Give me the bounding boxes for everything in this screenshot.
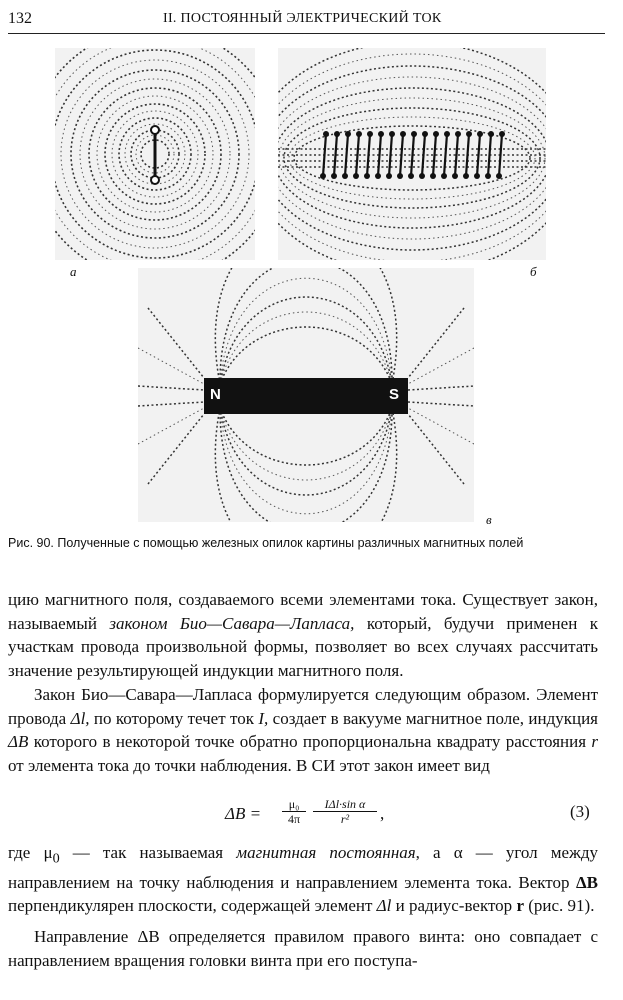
page-header	[8, 8, 605, 32]
paragraph-3	[8, 841, 598, 918]
text-run: ΔB	[576, 872, 598, 892]
text-run: r	[591, 732, 598, 751]
paragraph-2	[8, 683, 598, 777]
iron-filings-solenoid	[278, 48, 546, 260]
formula-lhs: ΔB =	[225, 804, 262, 823]
figure-panel-a	[55, 48, 255, 260]
panel-label-b: б	[530, 264, 537, 279]
text-run: создает в вакууме магнитное поле, индукция	[268, 708, 599, 728]
figure-panel-b	[278, 48, 546, 260]
text-run: по которому течет ток	[89, 708, 259, 728]
equation-number: (3)	[570, 802, 590, 821]
text-run: Направление ΔB определяется правилом правого винта: оно совпадает с направлением вращения головки винта при его поступа-	[8, 927, 598, 970]
formula-frac1-denominator: 4π	[287, 812, 301, 826]
text-run: , а α — угол между направлением на точку наблюдения и направлением элемента тока. Вектор	[8, 843, 598, 892]
figure-caption: Рис. 90. Полученные с помощью железных опилок картины различных магнитных полей	[8, 536, 524, 550]
formula-frac1-numerator: μ₀	[288, 797, 300, 811]
text-run: перпендикулярен плоскости, содержащей элемент	[8, 896, 377, 916]
paragraph-4-text	[8, 925, 598, 972]
text-run: который, будучи применен к участкам провода произвольной формы, позволяет во всех случаях рассчитать значение результирующей индукции магнитного поля.	[8, 613, 598, 680]
formula-fraction-constant	[282, 797, 306, 826]
magnet-south-label: S	[389, 386, 400, 403]
text-run: которого в некоторой точке обратно пропорциональна квадрату расстояния	[28, 732, 592, 751]
paragraph-1	[8, 588, 598, 682]
iron-filings-bar-magnet	[138, 268, 474, 522]
header-rule	[8, 33, 605, 34]
text-run: ΔB	[8, 732, 29, 751]
text-run: где μ	[8, 843, 53, 862]
text-run: магнитная постоянная	[236, 843, 416, 862]
paragraph-2-text	[8, 683, 598, 777]
paragraph-4	[8, 925, 598, 972]
text-run: законом Био—Савара—Лапласа,	[109, 613, 355, 633]
magnet-north-label: N	[210, 386, 221, 403]
text-run: 0	[52, 850, 60, 867]
formula-frac2-denominator: r²	[340, 812, 350, 826]
panel-label-a: а	[70, 264, 77, 279]
text-run: Δl	[376, 896, 392, 916]
text-run: Закон Био—Савара—Лапласа формулируется следующим образом. Элемент провода	[8, 685, 598, 728]
text-run: (рис. 91).	[523, 896, 595, 916]
running-title: II. ПОСТОЯННЫЙ ЭЛЕКТРИЧЕСКИЙ ТОК	[163, 11, 442, 26]
formula-tail: ,	[380, 804, 385, 823]
page-number: 132	[8, 10, 32, 27]
iron-filings-straight-wire	[55, 48, 255, 260]
text-run: I,	[258, 708, 269, 728]
text-run: от элемента тока до точки наблюдения. В СИ этот закон имеет вид	[8, 755, 490, 775]
text-run: — так называемая	[59, 843, 237, 862]
paragraph-1-text	[8, 588, 598, 682]
paragraph-3-text	[8, 841, 598, 918]
panel-label-c: в	[486, 512, 492, 527]
formula-fraction-main	[313, 797, 377, 826]
text-run: r	[516, 896, 524, 916]
text-run: и радиус-вектор	[391, 896, 517, 916]
figure-panel-c	[138, 268, 474, 522]
text-run: Δl,	[70, 708, 90, 728]
formula-frac2-numerator: IΔl·sin α	[324, 797, 366, 811]
text-run: цию магнитного поля, создаваемого всеми элементами тока. Существует закон, называемый	[8, 590, 598, 633]
